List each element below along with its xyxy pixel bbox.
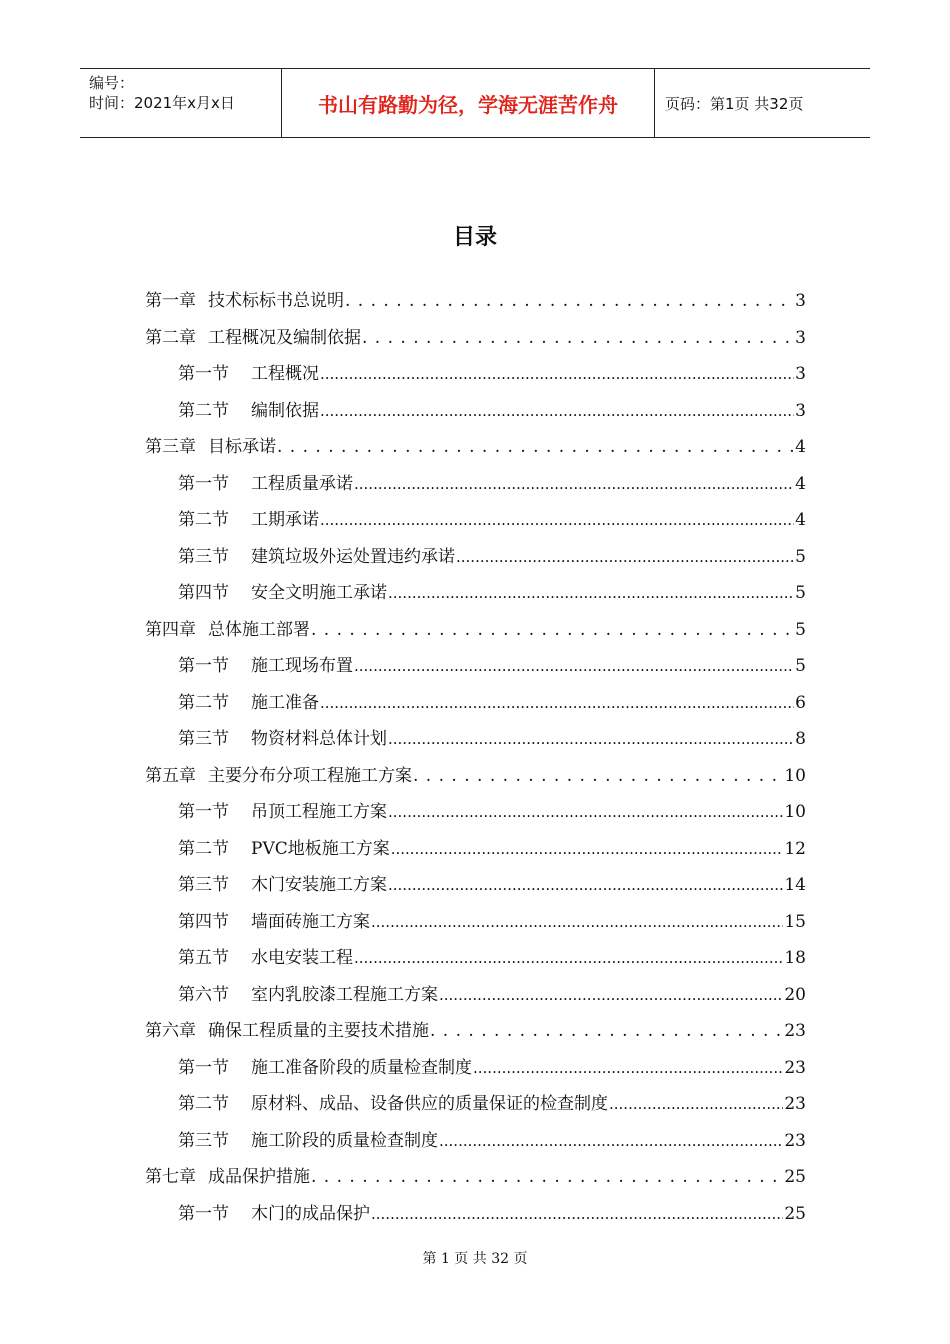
toc-entry-label — [178, 907, 370, 932]
toc-entry-text: 工程概况 — [251, 364, 319, 384]
toc-entry-text: 编制依据 — [251, 400, 319, 421]
toc-page-number: 23 — [784, 1094, 806, 1114]
toc-entry-text: 施工准备阶段的质量检查制度 — [251, 1057, 472, 1078]
toc-entry-text: 技术标标书总说明 — [208, 291, 344, 311]
toc-page-number: 20 — [784, 984, 806, 1005]
toc-entry-label — [178, 1053, 472, 1078]
toc-page-number: 3 — [795, 327, 806, 348]
toc-entry-text: 施工现场布置 — [251, 656, 353, 676]
toc-page-number: 3 — [795, 364, 806, 384]
toc-entry-number: 第三节 — [178, 546, 229, 567]
toc-entry-text: 工程概况及编制依据 — [208, 327, 361, 348]
toc-section-row[interactable] — [178, 537, 806, 567]
toc-entry-text: 墙面砖施工方案 — [251, 911, 370, 932]
toc-leader-dots — [354, 948, 783, 968]
toc-entry-label — [178, 1089, 608, 1114]
toc-entry-label — [178, 359, 319, 384]
toc-section-row[interactable] — [178, 719, 806, 749]
toc-leader-dots — [388, 583, 794, 603]
toc-entry-text: 成品保护措施 — [208, 1167, 310, 1187]
toc-section-row[interactable] — [178, 1084, 806, 1114]
toc-page-number: 10 — [784, 765, 806, 786]
toc-section-row[interactable] — [178, 865, 806, 895]
toc-chapter-row[interactable] — [145, 1157, 806, 1187]
toc-leader-dots — [320, 693, 794, 713]
toc-leader-dots — [354, 656, 794, 676]
toc-entry-label — [178, 542, 455, 567]
toc-entry-number: 第一节 — [178, 1057, 229, 1078]
toc-entry-text: PVC地板施工方案 — [251, 838, 390, 859]
toc-entry-text: 确保工程质量的主要技术措施 — [208, 1021, 429, 1041]
toc-entry-text: 目标承诺 — [208, 437, 276, 457]
header-motto: 书山有路勤为径，学海无涯苦作舟 — [282, 69, 655, 137]
toc-section-row[interactable] — [178, 464, 806, 494]
toc-page-number: 3 — [795, 400, 806, 421]
toc-entry-label — [178, 469, 353, 494]
toc-leader-dots — [439, 1131, 783, 1151]
toc-page-number: 18 — [784, 948, 806, 968]
toc-entry-text: 木门安装施工方案 — [251, 875, 387, 895]
header-page-info: 页码：第1页 共32页 — [665, 94, 804, 113]
toc-leader-dots — [320, 510, 794, 530]
toc-leader-dots — [388, 729, 794, 749]
toc-entry-text: 施工阶段的质量检查制度 — [251, 1130, 438, 1151]
toc-entry-number: 第一节 — [178, 364, 229, 384]
page-footer: 第 1 页 共 32 页 — [422, 1251, 528, 1267]
toc-page-number: 10 — [784, 802, 806, 822]
toc-entry-number: 第二节 — [178, 400, 229, 421]
toc-title: 目录 — [452, 225, 497, 250]
toc-page-number: 8 — [795, 729, 806, 749]
toc-page-number: 5 — [795, 546, 806, 567]
toc-page-number: 25 — [784, 1203, 806, 1224]
toc-entry-number: 第一节 — [178, 802, 229, 822]
toc-section-row[interactable] — [178, 500, 806, 530]
toc-page-number: 4 — [795, 437, 806, 457]
toc-entry-text: 建筑垃圾外运处置违约承诺 — [251, 546, 455, 567]
toc-entry-text: 原材料、成品、设备供应的质量保证的检查制度 — [251, 1094, 608, 1114]
toc-entry-label — [145, 1016, 429, 1041]
toc-entry-label — [145, 615, 310, 640]
toc-entry-number: 第六节 — [178, 984, 229, 1005]
toc-entry-label — [178, 578, 387, 603]
header-meta-cell — [80, 69, 282, 137]
toc-page-number: 14 — [784, 875, 806, 895]
toc-entry-number: 第二节 — [178, 692, 229, 713]
toc-entry-label — [178, 396, 319, 421]
toc-leader-dots — [473, 1058, 783, 1078]
toc-entry-number: 第三章 — [145, 437, 196, 457]
toc-entry-number: 第一节 — [178, 1203, 229, 1224]
toc-section-row[interactable] — [178, 354, 806, 384]
toc-section-row[interactable] — [178, 1194, 806, 1224]
toc-entry-text: 施工准备 — [251, 692, 319, 713]
toc-leader-dots — [311, 1167, 783, 1187]
toc-page-number: 4 — [795, 473, 806, 494]
toc-leader-dots — [413, 766, 783, 786]
toc-page-number: 15 — [784, 911, 806, 932]
toc-chapter-row[interactable] — [145, 427, 806, 457]
toc-entry-text: 工期承诺 — [251, 510, 319, 530]
toc-entry-label — [145, 761, 412, 786]
toc-section-row[interactable] — [178, 829, 806, 859]
toc-entry-label — [178, 1126, 438, 1151]
toc-section-row[interactable] — [178, 975, 806, 1005]
toc-section-row[interactable] — [178, 683, 806, 713]
toc-entry-label — [178, 870, 387, 895]
toc-entry-label — [178, 688, 319, 713]
toc-leader-dots — [430, 1021, 783, 1041]
toc-chapter-row[interactable] — [145, 610, 806, 640]
toc-entry-text: 工程质量承诺 — [251, 473, 353, 494]
toc-entry-label — [145, 1162, 310, 1187]
toc-leader-dots — [371, 1204, 783, 1224]
toc-chapter-row[interactable] — [145, 756, 806, 786]
toc-entry-number: 第三节 — [178, 1130, 229, 1151]
toc-page-number: 23 — [784, 1021, 806, 1041]
toc-section-row[interactable] — [178, 902, 806, 932]
toc-entry-number: 第一节 — [178, 473, 229, 494]
toc-entry-number: 第四章 — [145, 619, 196, 640]
header-number-label: 编号： — [89, 74, 135, 92]
toc-section-row[interactable] — [178, 1121, 806, 1151]
toc-chapter-row[interactable] — [145, 318, 806, 348]
toc-leader-dots — [371, 912, 783, 932]
toc-page-number: 3 — [795, 291, 806, 311]
toc-page-number: 23 — [784, 1130, 806, 1151]
toc-entry-number: 第三节 — [178, 875, 229, 895]
toc-entry-label — [178, 980, 438, 1005]
toc-entry-text: 吊顶工程施工方案 — [251, 802, 387, 822]
toc-entry-text: 安全文明施工承诺 — [251, 583, 387, 603]
header-time-label: 时间：2021年x月x日 — [89, 94, 235, 112]
toc-entry-number: 第二节 — [178, 1094, 229, 1114]
toc-entry-number: 第六章 — [145, 1021, 196, 1041]
toc-leader-dots — [388, 802, 783, 822]
toc-page-number: 5 — [795, 656, 806, 676]
toc-leader-dots — [320, 364, 794, 384]
toc-entry-label — [178, 651, 353, 676]
toc-chapter-row[interactable] — [145, 1011, 806, 1041]
toc-entry-text: 物资材料总体计划 — [251, 729, 387, 749]
toc-entry-label — [145, 286, 344, 311]
toc-section-row[interactable] — [178, 391, 806, 421]
toc-leader-dots — [345, 291, 794, 311]
document-header — [80, 68, 870, 138]
toc-entry-text: 总体施工部署 — [208, 619, 310, 640]
toc-entry-number: 第二章 — [145, 327, 196, 348]
toc-leader-dots — [609, 1094, 783, 1114]
toc-leader-dots — [391, 839, 784, 859]
toc-leader-dots — [354, 474, 794, 494]
toc-entry-label — [178, 724, 387, 749]
toc-entry-label — [145, 323, 361, 348]
toc-leader-dots — [311, 620, 794, 640]
toc-leader-dots — [277, 437, 794, 457]
toc-entry-number: 第一章 — [145, 291, 196, 311]
toc-page-number: 25 — [784, 1167, 806, 1187]
toc-page-number: 12 — [784, 838, 806, 859]
toc-leader-dots — [439, 985, 783, 1005]
toc-entry-number: 第一节 — [178, 656, 229, 676]
toc-entry-label — [178, 834, 390, 859]
toc-section-row[interactable] — [178, 1048, 806, 1078]
toc-entry-number: 第四节 — [178, 911, 229, 932]
toc-page-number: 5 — [795, 583, 806, 603]
toc-section-row[interactable] — [178, 792, 806, 822]
toc-page-number: 5 — [795, 619, 806, 640]
toc-entry-number: 第五章 — [145, 765, 196, 786]
toc-entry-label — [178, 1199, 370, 1224]
toc-entry-number: 第四节 — [178, 583, 229, 603]
toc-entry-number: 第七章 — [145, 1167, 196, 1187]
toc-entry-label — [178, 505, 319, 530]
toc-leader-dots — [456, 547, 794, 567]
toc-section-row[interactable] — [178, 646, 806, 676]
toc-leader-dots — [320, 401, 794, 421]
toc-page-number: 6 — [795, 692, 806, 713]
toc-entry-number: 第三节 — [178, 729, 229, 749]
toc-page-number: 4 — [795, 510, 806, 530]
toc-chapter-row[interactable] — [145, 281, 806, 311]
toc-entry-text: 木门的成品保护 — [251, 1203, 370, 1224]
toc-entry-number: 第二节 — [178, 510, 229, 530]
toc-entry-number: 第二节 — [178, 838, 229, 859]
toc-leader-dots — [388, 875, 783, 895]
toc-leader-dots — [362, 328, 794, 348]
toc-entry-text: 主要分布分项工程施工方案 — [208, 765, 412, 786]
toc-entry-label — [178, 797, 387, 822]
toc-entry-text: 室内乳胶漆工程施工方案 — [251, 984, 438, 1005]
toc-section-row[interactable] — [178, 573, 806, 603]
toc-entry-label — [178, 943, 353, 968]
toc-entry-number: 第五节 — [178, 948, 229, 968]
toc-section-row[interactable] — [178, 938, 806, 968]
toc-entry-label — [145, 432, 276, 457]
toc-page-number: 23 — [784, 1057, 806, 1078]
toc-entry-text: 水电安装工程 — [251, 948, 353, 968]
